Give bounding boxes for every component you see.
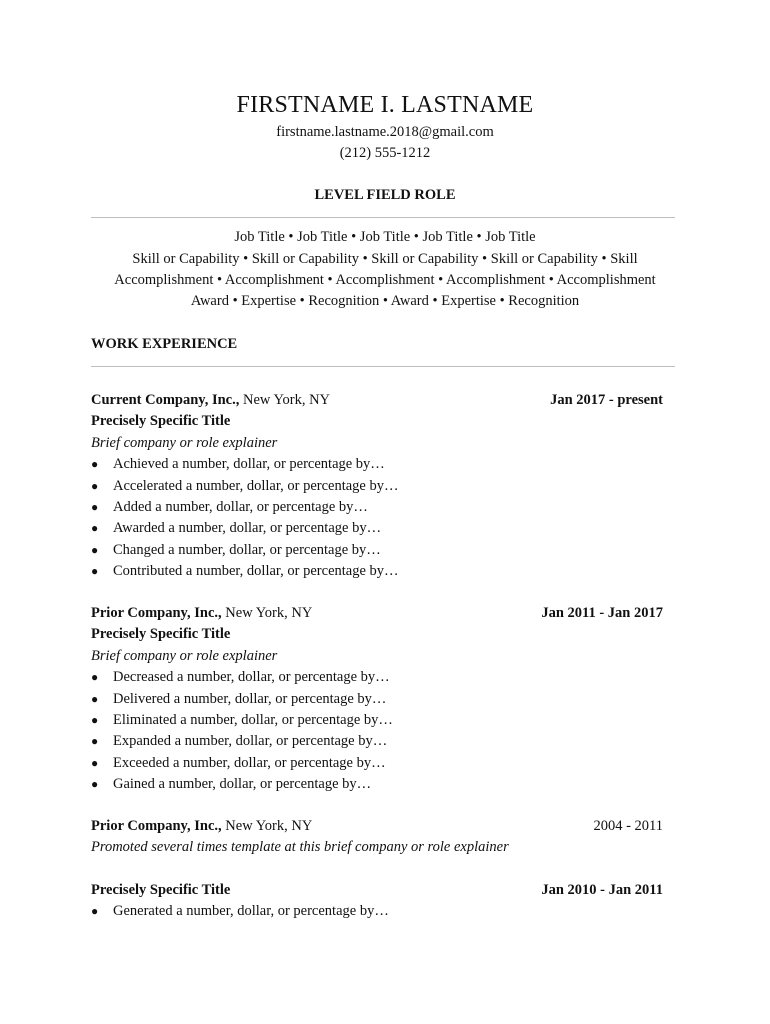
job-title: Precisely Specific Title — [91, 413, 231, 430]
email-address: firstname.lastname.2018@gmail.com — [276, 124, 494, 140]
bullet-icon: ● — [91, 712, 99, 727]
list-item — [91, 753, 663, 774]
bullet-text: Added a number, dollar, or percentage by… — [113, 498, 368, 515]
job-header — [91, 880, 663, 901]
job-dates: Jan 2011 - Jan 2017 — [541, 605, 663, 621]
bullet-text: Changed a number, dollar, or percentage by… — [113, 541, 381, 558]
summary-job-titles: Job Title • Job Title • Job Title • Job Title • Job Title — [234, 229, 536, 245]
job-explainer: Brief company or role explainer — [91, 647, 278, 664]
list-item — [91, 731, 663, 752]
list-item — [91, 561, 663, 582]
company-location: New York, NY — [221, 818, 313, 834]
job-header — [91, 816, 663, 837]
list-item — [91, 689, 663, 710]
bullet-icon: ● — [91, 499, 99, 514]
summary-accomplishments: Accomplishment • Accomplishment • Accomplishment • Accomplishment • Accomplishment — [114, 272, 656, 288]
bullet-icon: ● — [91, 734, 99, 749]
company-location: New York, NY — [221, 605, 313, 621]
list-item — [91, 774, 663, 795]
company-location: New York, NY — [239, 392, 331, 408]
job-entry — [91, 390, 663, 583]
divider — [91, 366, 675, 367]
job-explainer: Brief company or role explainer — [91, 434, 278, 451]
list-item — [91, 540, 663, 561]
bullet-text: Generated a number, dollar, or percentage by… — [113, 903, 389, 920]
list-item — [91, 518, 663, 539]
bullet-text: Decreased a number, dollar, or percentage by… — [113, 669, 390, 686]
job-entry — [91, 816, 663, 859]
job-entry — [91, 603, 663, 796]
bullet-text: Achieved a number, dollar, or percentage by… — [113, 456, 385, 473]
bullet-text: Awarded a number, dollar, or percentage by… — [113, 520, 382, 537]
level-field-role: LEVEL FIELD ROLE — [314, 187, 456, 203]
bullet-icon: ● — [91, 521, 99, 536]
bullet-icon: ● — [91, 564, 99, 579]
divider — [91, 217, 675, 218]
bullet-text: Gained a number, dollar, or percentage by… — [113, 776, 372, 793]
list-item — [91, 901, 663, 922]
bullet-text: Eliminated a number, dollar, or percentage by… — [113, 711, 393, 728]
bullet-icon: ● — [91, 904, 99, 919]
summary-skills: Skill or Capability • Skill or Capability • Skill or Capability • Skill or Capability • Skill — [132, 251, 638, 267]
job-header — [91, 603, 663, 624]
bullet-icon: ● — [91, 691, 99, 706]
phone-number: (212) 555-1212 — [339, 145, 431, 161]
company-name: Prior Company, Inc., — [91, 605, 222, 621]
job-entry — [91, 880, 663, 923]
list-item — [91, 454, 663, 475]
bullet-icon: ● — [91, 755, 99, 770]
section-title-work-experience: WORK EXPERIENCE — [91, 336, 238, 352]
job-dates: Jan 2017 - present — [550, 392, 663, 408]
bullet-icon: ● — [91, 542, 99, 557]
summary-awards: Award • Expertise • Recognition • Award • Expertise • Recognition — [190, 293, 580, 309]
bullet-text: Contributed a number, dollar, or percentage by… — [113, 563, 399, 580]
job-title: Precisely Specific Title — [91, 626, 231, 643]
bullet-text: Delivered a number, dollar, or percentage by… — [113, 690, 387, 707]
list-item — [91, 476, 663, 497]
bullet-icon: ● — [91, 478, 99, 493]
candidate-name: FIRSTNAME I. LASTNAME — [236, 92, 534, 118]
job-dates: 2004 - 2011 — [593, 818, 663, 834]
bullet-icon: ● — [91, 457, 99, 472]
bullet-icon: ● — [91, 777, 99, 792]
bullet-text: Accelerated a number, dollar, or percentage by… — [113, 477, 399, 494]
company-name: Prior Company, Inc., — [91, 818, 222, 834]
bullet-text: Exceeded a number, dollar, or percentage by… — [113, 754, 386, 771]
job-dates: Jan 2010 - Jan 2011 — [541, 882, 663, 898]
job-title: Precisely Specific Title — [91, 882, 231, 898]
bullet-text: Expanded a number, dollar, or percentage by… — [113, 733, 388, 750]
list-item — [91, 667, 663, 688]
company-name: Current Company, Inc., — [91, 392, 240, 408]
job-explainer: Promoted several times template at this brief company or role explainer — [91, 839, 509, 856]
bullet-icon: ● — [91, 670, 99, 685]
job-header — [91, 390, 663, 411]
list-item — [91, 497, 663, 518]
list-item — [91, 710, 663, 731]
